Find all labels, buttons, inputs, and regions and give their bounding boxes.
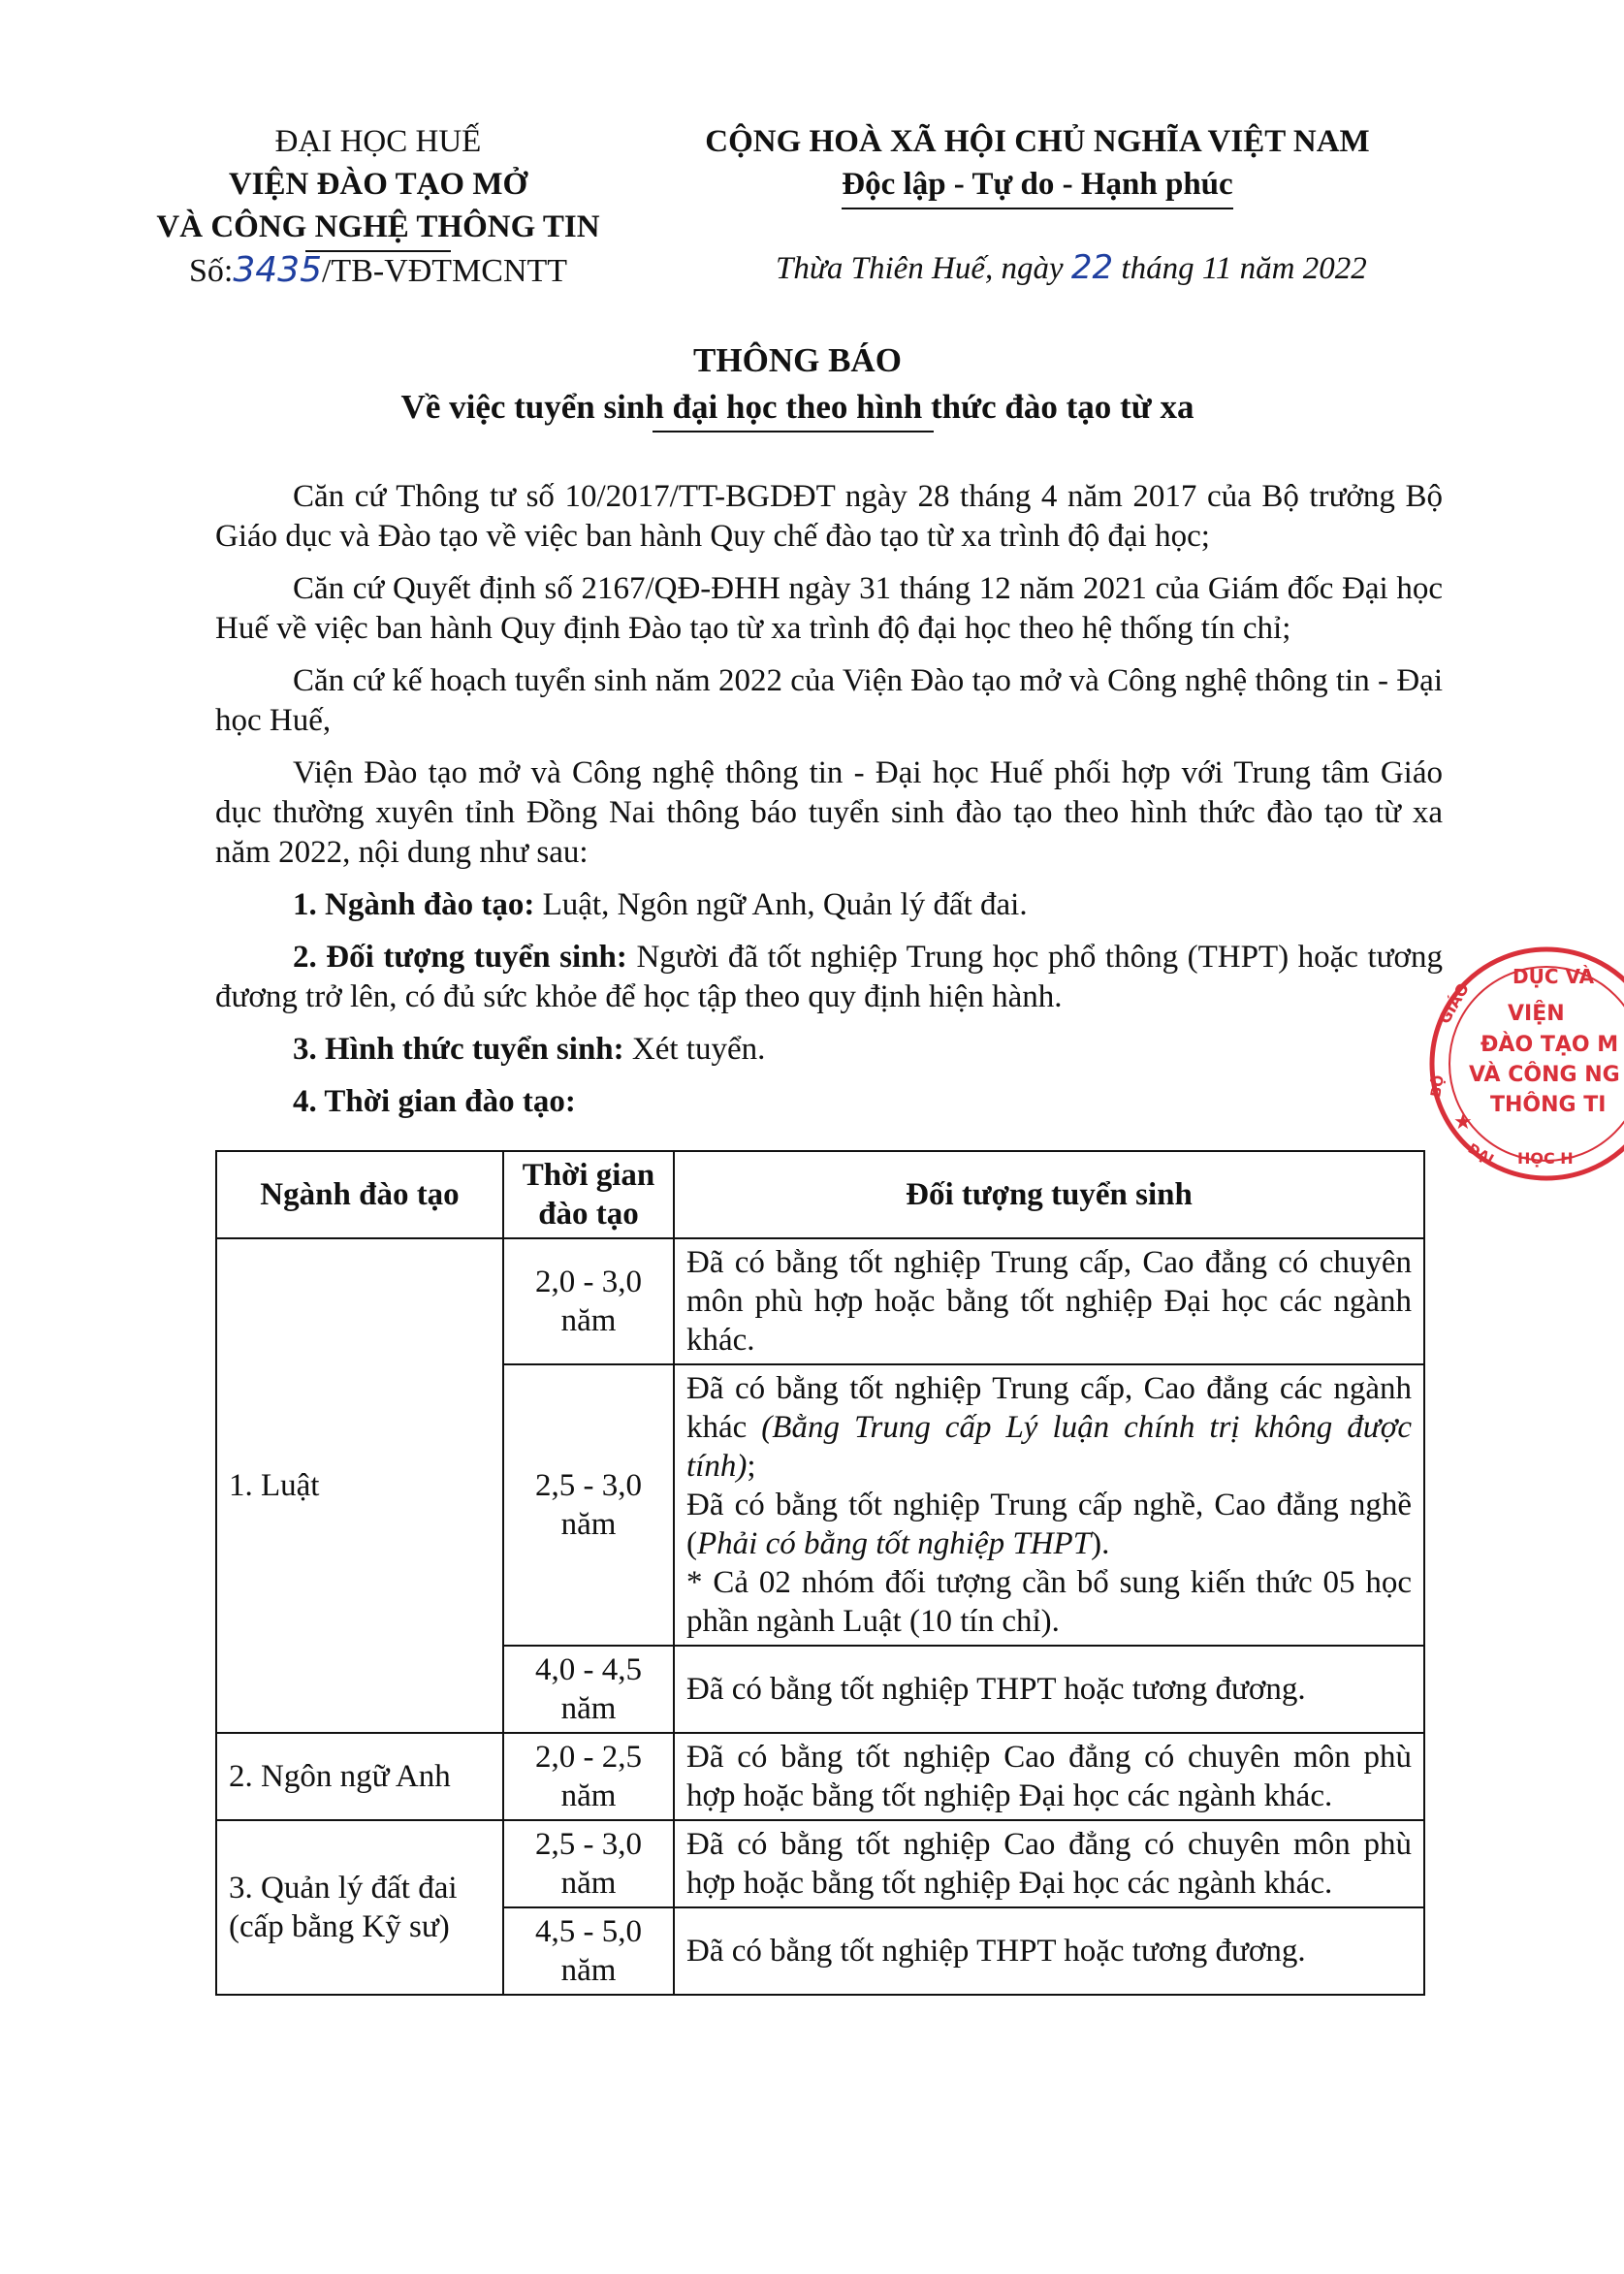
eligibility-note: * Cả 02 nhóm đối tượng cần bổ sung kiến thức 05 học phần ngành Luật (10 tín chỉ). <box>686 1565 1412 1639</box>
item-label: 2. Đối tượng tuyển sinh: <box>293 940 627 975</box>
item-text: Luật, Ngôn ngữ Anh, Quản lý đất đai. <box>534 887 1028 922</box>
national-title: CỘNG HOÀ XÃ HỘI CHỦ NGHĨA VIỆT NAM <box>705 124 1370 159</box>
doc-number-prefix: Số: <box>189 253 234 289</box>
table-row <box>216 1238 1424 1364</box>
eligibility-group-a <box>686 1369 1412 1486</box>
issuer-header <box>145 120 611 252</box>
cell-duration: 4,0 - 4,5 năm <box>503 1646 674 1733</box>
training-duration-table <box>215 1150 1425 1996</box>
cell-eligibility: Đã có bằng tốt nghiệp Trung cấp, Cao đẳng có chuyên môn phù hợp hoặc bằng tốt nghiệp Đại học các ngành khác. <box>674 1238 1424 1364</box>
table-row <box>216 1820 1424 1907</box>
issuer-name-line2: VÀ CÔNG NGHỆ THÔNG TIN <box>156 209 600 244</box>
item-label: 1. Ngành đào tạo: <box>293 887 535 922</box>
cell-major-english: 2. Ngôn ngữ Anh <box>216 1733 503 1820</box>
stamp-bottom-arc: HỌC H <box>1517 1149 1574 1168</box>
eligibility-group-b <box>686 1486 1412 1563</box>
cell-eligibility: Đã có bằng tốt nghiệp Cao đẳng có chuyên môn phù hợp hoặc bằng tốt nghiệp Đại học các ngành khác. <box>674 1733 1424 1820</box>
item-text: Xét tuyển. <box>623 1032 766 1067</box>
date-prefix: Thừa Thiên Huế, ngày <box>776 251 1071 286</box>
subtitle-underline <box>653 431 934 432</box>
paragraph: Căn cứ Thông tư số 10/2017/TT-BGDĐT ngày 28 tháng 4 năm 2017 của Bộ trưởng Bộ Giáo dục và Đào tạo về việc ban hành Quy chế đào tạo từ xa trình độ đại học; <box>215 479 1443 554</box>
paragraph: Căn cứ Quyết định số 2167/QĐ-ĐHH ngày 31 tháng 12 năm 2021 của Giám đốc Đại học Huế về việc ban hành Quy định Đào tạo từ xa trình độ đại học theo hệ thống tín chỉ; <box>215 571 1443 646</box>
cell-duration: 4,5 - 5,0 năm <box>503 1907 674 1995</box>
italic-note: (Bằng Trung cấp Lý luận chính trị không được tính) <box>686 1410 1412 1484</box>
stamp-side-text: BỘ <box>1428 1073 1448 1099</box>
national-motto: Độc lập - Tự do - Hạnh phúc <box>842 163 1232 209</box>
doc-number-handwritten: 3435 <box>233 250 322 290</box>
stamp-line4: THÔNG TI <box>1490 1093 1607 1117</box>
item-eligibility <box>215 938 1443 1017</box>
date-suffix: tháng 11 năm 2022 <box>1113 251 1367 286</box>
stamp-top-arc: DỤC VÀ <box>1513 965 1595 988</box>
col-header-major: Ngành đào tạo <box>216 1151 503 1238</box>
item-label: 3. Hình thức tuyển sinh: <box>293 1032 624 1067</box>
cell-major-luat: 1. Luật <box>216 1238 503 1733</box>
document-number <box>189 250 567 290</box>
cell-eligibility: Đã có bằng tốt nghiệp THPT hoặc tương đương. <box>674 1907 1424 1995</box>
issuer-name-line1: VIỆN ĐÀO TẠO MỞ <box>228 167 528 202</box>
text-span: ). <box>1091 1526 1110 1561</box>
notice-subtitle: Về việc tuyển sinh đại học theo hình thức đào tạo từ xa <box>400 388 1194 426</box>
cell-duration: 2,5 - 3,0 năm <box>503 1820 674 1907</box>
issue-date <box>776 248 1367 287</box>
stamp-line2: ĐÀO TẠO M <box>1481 1033 1619 1057</box>
cell-eligibility: Đã có bằng tốt nghiệp Cao đẳng có chuyên môn phù hợp hoặc bằng tốt nghiệp Đại học các ngành khác. <box>674 1820 1424 1907</box>
paragraph: Viện Đào tạo mở và Công nghệ thông tin - Đại học Huế phối hợp với Trung tâm Giáo dục thường xuyên tỉnh Đồng Nai thông báo tuyển sinh đào tạo theo hình thức đào tạo từ xa năm 2022, nội dung như sau: <box>215 755 1443 870</box>
cell-duration: 2,0 - 2,5 năm <box>503 1733 674 1820</box>
paragraph: Căn cứ kế hoạch tuyển sinh năm 2022 của Viện Đào tạo mở và Công nghệ thông tin - Đại học Huế, <box>215 663 1443 738</box>
cell-duration: 2,5 - 3,0 năm <box>503 1364 674 1646</box>
table-header-row <box>216 1151 1424 1238</box>
item-majors <box>215 885 1443 925</box>
notice-title <box>145 337 1449 432</box>
notice-body <box>215 477 1443 1135</box>
cell-eligibility <box>674 1364 1424 1646</box>
cell-duration: 2,0 - 3,0 năm <box>503 1238 674 1364</box>
text-span: ; <box>747 1449 756 1484</box>
national-header <box>679 120 1396 209</box>
stamp-line3: VÀ CÔNG NG <box>1469 1063 1620 1087</box>
italic-note: Phải có bằng tốt nghiệp THPT <box>697 1526 1092 1561</box>
notice-title-main: THÔNG BÁO <box>693 341 902 379</box>
date-day-handwritten: 22 <box>1070 248 1114 287</box>
col-header-eligibility: Đối tượng tuyển sinh <box>674 1151 1424 1238</box>
issuer-parent: ĐẠI HỌC HUẾ <box>274 124 482 159</box>
text-span: Đã có bằng tốt nghiệp Trung cấp nghề, Cao đẳng nghề ( <box>686 1488 1412 1561</box>
star-icon: ★ <box>1453 1110 1473 1135</box>
item-admission-method <box>215 1030 1443 1070</box>
cell-major-land-management: 3. Quản lý đất đai (cấp bằng Kỹ sư) <box>216 1820 503 1995</box>
text-span: Đã có bằng tốt nghiệp Trung cấp, Cao đẳng các ngành khác <box>686 1371 1412 1445</box>
red-seal-stamp <box>1420 943 1624 1185</box>
stamp-left-arc: GIÁO <box>1435 979 1474 1027</box>
table-row <box>216 1733 1424 1820</box>
stamp-bottom-left: ĐẠI <box>1465 1140 1497 1169</box>
item-text: Người đã tốt nghiệp Trung học phổ thông (THPT) hoặc tương đương trở lên, có đủ sức khỏe để học tập theo quy định hiện hành. <box>215 940 1444 1014</box>
col-header-duration: Thời gian đào tạo <box>503 1151 674 1238</box>
item-label: 4. Thời gian đào tạo: <box>293 1084 576 1119</box>
item-duration <box>215 1082 1443 1122</box>
cell-eligibility: Đã có bằng tốt nghiệp THPT hoặc tương đương. <box>674 1646 1424 1733</box>
stamp-line1: VIỆN <box>1508 1002 1565 1026</box>
doc-number-suffix: /TB-VĐTMCNTT <box>321 253 568 289</box>
